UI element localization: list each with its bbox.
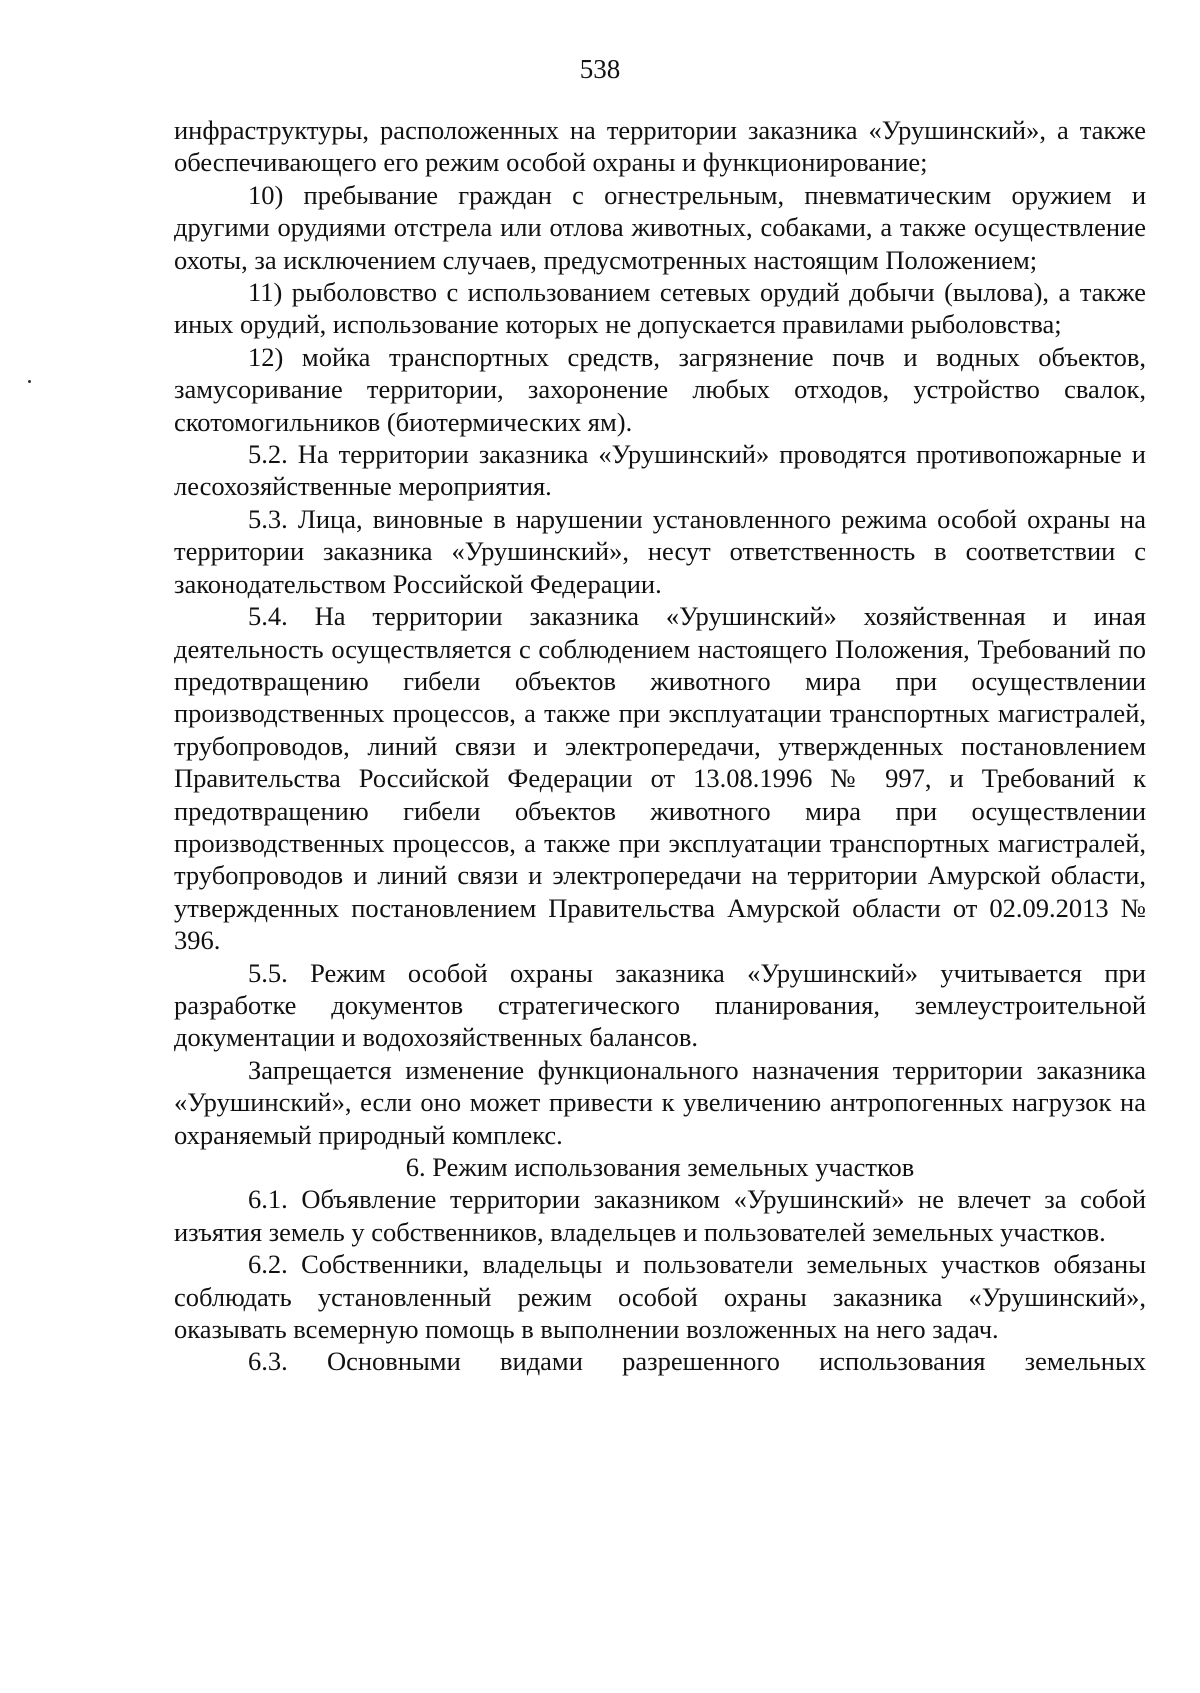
paragraph-6-1: 6.1. Объявление территории заказником «Урушинский» не влечет за собой изъятия земель у собственников, владельцев и пользователей земельных участков. [174,1184,1146,1247]
paragraph-5-4: 5.4. На территории заказника «Урушинский» хозяйственная и иная деятельность осуществляется с соблюдением настоящего Положения, Требований по предотвращению гибели объектов животного мира при осуществлении производственных процессов, а также при эксплуатации транспортных магистралей, трубопроводов, линий связи и электропередачи, утвержденных постановлением Правительства Российской Федерации от 13.08.1996 № 997, и Требований к предотвращению гибели объектов животного мира при осуществлении производственных процессов, а также при эксплуатации транспортных магистралей, трубопроводов и линий связи и электропередачи на территории Амурской области, утвержденных постановлением Правительства Амурской области от 02.09.2013 № 396. [174,601,1146,956]
paragraph-item-10: 10) пребывание граждан с огнестрельным, пневматическим оружием и другими орудиями отстрела или отлова животных, собаками, а также осуществление охоты, за исключением случаев, предусмотренных настоящим Положением; [174,179,1146,275]
paragraph-item-12: 12) мойка транспортных средств, загрязнение почв и водных объектов, замусоривание территории, захоронение любых отходов, устройство свалок, скотомогильников (биотермических ям). [174,341,1146,437]
paragraph-5-2: 5.2. На территории заказника «Урушинский» проводятся противопожарные и лесохозяйственные мероприятия. [174,439,1146,502]
paragraph-6-2: 6.2. Собственники, владельцы и пользователи земельных участков обязаны соблюдать установленный режим особой охраны заказника «Урушинский», оказывать всемерную помощь в выполнении возложенных на него задач. [174,1249,1146,1345]
paragraph-continuation: инфраструктуры, расположенных на территории заказника «Урушинский», а также обеспечивающего его режим особой охраны и функционирование; [174,115,1146,178]
document-body [174,114,1146,1378]
scan-dot-mark [28,380,31,383]
page-number: 538 [579,54,621,84]
paragraph-5-3: 5.3. Лица, виновные в нарушении установленного режима особой охраны на территории заказника «Урушинский», несут ответственность в соответствии с законодательством Российской Федерации. [174,503,1146,599]
paragraph-prohibition: Запрещается изменение функционального назначения территории заказника «Урушинский», если оно может привести к увеличению антропогенных нагрузок на охраняемый природный комплекс. [174,1054,1146,1150]
paragraph-6-3: 6.3. Основными видами разрешенного использования земельных [248,1346,1146,1377]
paragraph-5-5: 5.5. Режим особой охраны заказника «Урушинский» учитывается при разработке документов стратегического планирования, землеустроительной документации и водохозяйственных балансов. [174,957,1146,1053]
paragraph-item-11: 11) рыболовство с использованием сетевых орудий добычи (вылова), а также иных орудий, использование которых не допускается правилами рыболовства; [174,277,1146,340]
section-heading: 6. Режим использования земельных участков [405,1152,915,1182]
